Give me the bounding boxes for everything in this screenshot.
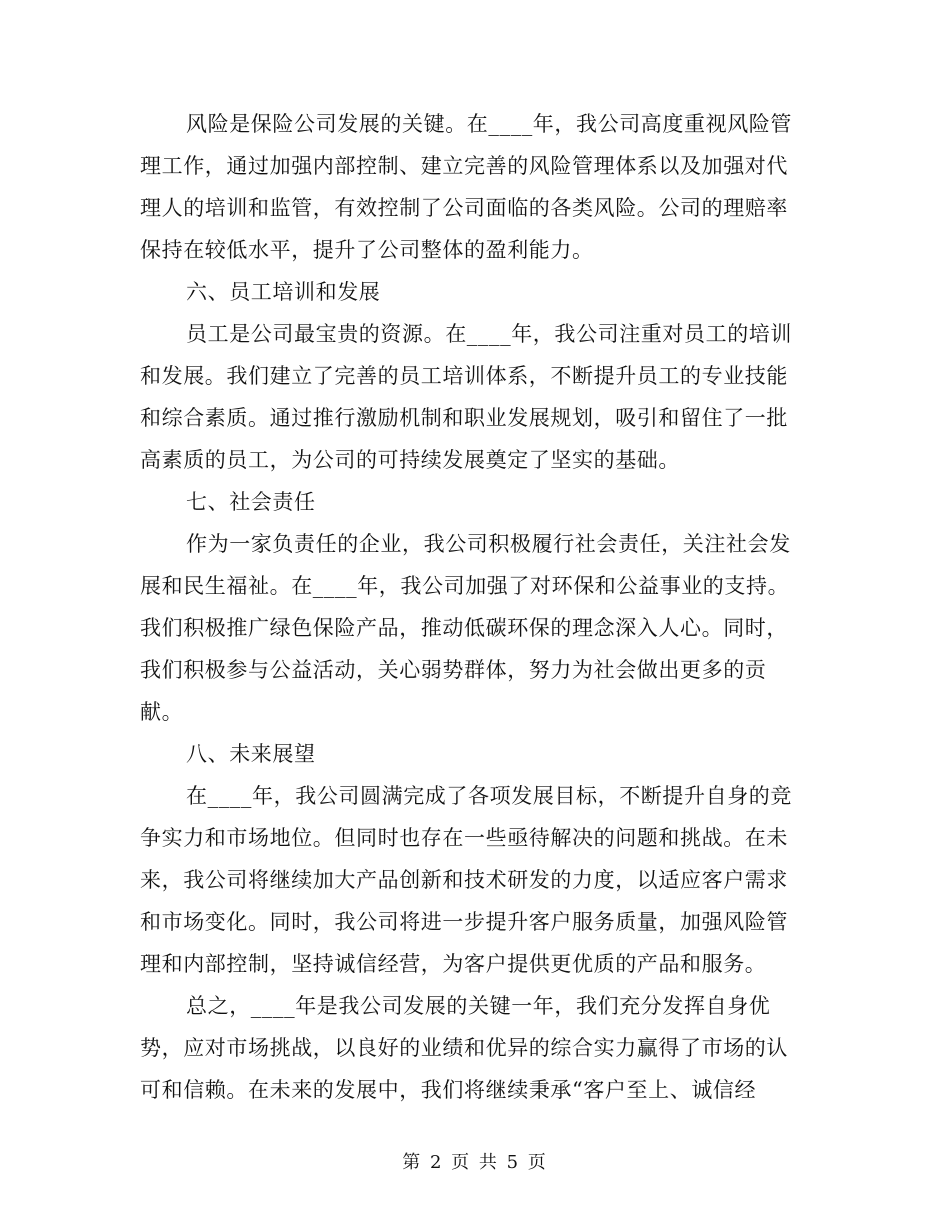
paragraph-social-responsibility: 作为一家负责任的企业，我公司积极履行社会责任，关注社会发展和民生福祉。在____年，我公司加强了对环保和公益事业的支持。我们积极推广绿色保险产品，推动低碳环保的理念深入人心。同时，我们积极参与公益活动，关心弱势群体，努力为社会做出更多的贡献。: [140, 532, 791, 724]
paragraph-conclusion: 总之，____年是我公司发展的关键一年，我们充分发挥自身优势，应对市场挑战，以良好的业绩和优异的综合实力赢得了市场的认可和信赖。在未来的发展中，我们将继续秉承“客户至上、诚信经: [140, 994, 788, 1102]
page-number-footer: 第 2 页 共 5 页: [402, 1152, 548, 1173]
section-heading-social-responsibility: 七、社会责任: [186, 490, 316, 514]
section-heading-staff-training: 六、员工培训和发展: [186, 280, 381, 304]
section-heading-future-outlook: 八、未来展望: [186, 742, 316, 766]
paragraph-risk-management: 风险是保险公司发展的关键。在____年，我公司高度重视风险管理工作，通过加强内部控制、建立完善的风险管理体系以及加强对代理人的培训和监管，有效控制了公司面临的各类风险。公司的理赔率保持在较低水平，提升了公司整体的盈利能力。: [140, 112, 792, 262]
paragraph-future-outlook: 在____年，我公司圆满完成了各项发展目标，不断提升自身的竞争实力和市场地位。但同时也存在一些亟待解决的问题和挑战。在未来，我公司将继续加大产品创新和技术研发的力度，以适应客户需求和市场变化。同时，我公司将进一步提升客户服务质量，加强风险管理和内部控制，坚持诚信经营，为客户提供更优质的产品和服务。: [140, 784, 792, 976]
paragraph-staff-training: 员工是公司最宝贵的资源。在____年，我公司注重对员工的培训和发展。我们建立了完善的员工培训体系，不断提升员工的专业技能和综合素质。通过推行激励机制和职业发展规划，吸引和留住了一批高素质的员工，为公司的可持续发展奠定了坚实的基础。: [140, 322, 792, 472]
document-body: [140, 103, 800, 1111]
